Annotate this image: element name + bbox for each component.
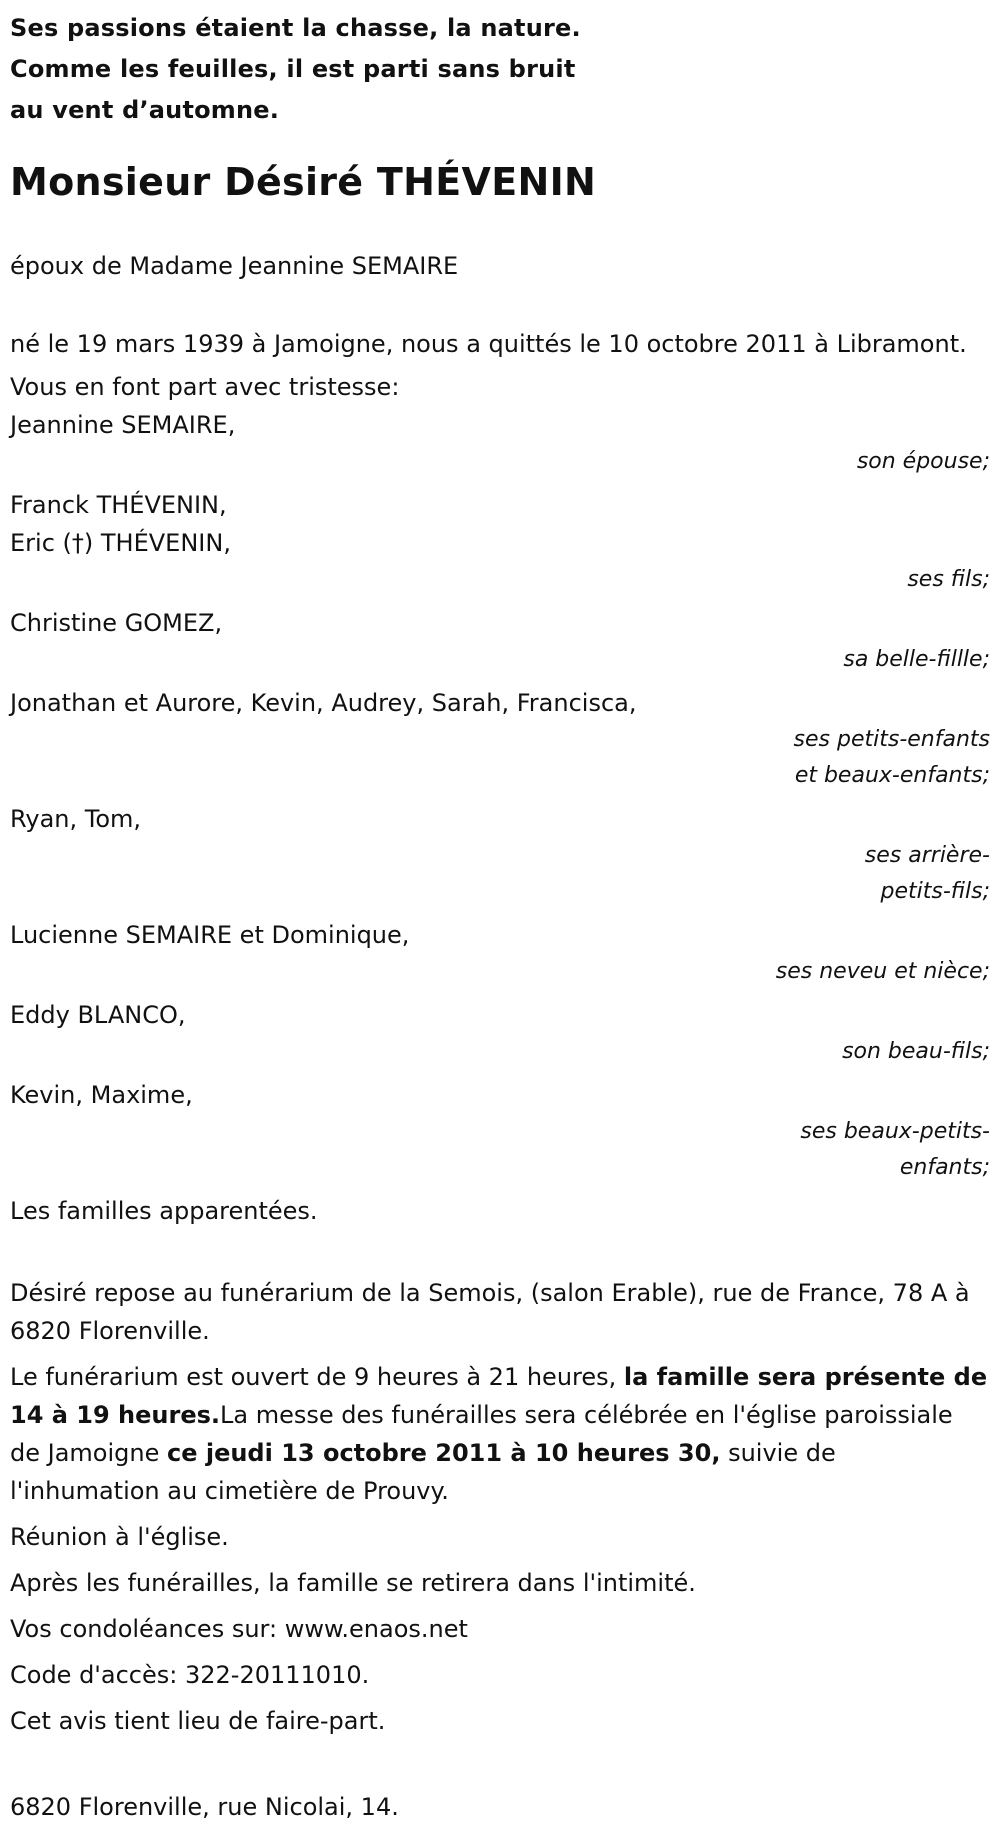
- epigraph-line: Comme les feuilles, il est parti sans bruit: [10, 55, 576, 83]
- family-list: [10, 406, 990, 1186]
- family-group: [10, 684, 990, 794]
- family-member-name: Lucienne SEMAIRE et Dominique,: [10, 921, 410, 949]
- family-relation: son épouse;: [856, 449, 990, 474]
- family-member-name: Jeannine SEMAIRE,: [10, 411, 236, 439]
- family-presence-hours: la famille sera présente de 14 à 19 heures.: [10, 1363, 988, 1429]
- family-member-name: Eric (†) THÉVENIN,: [10, 529, 231, 557]
- family-relation: ses neveu et nièce;: [775, 959, 990, 984]
- family-relation: ses petits-enfants: [793, 727, 990, 752]
- condolences-line: [10, 1610, 990, 1648]
- access-code-line: Code d'accès: 322-20111010.: [10, 1661, 370, 1689]
- family-relation: ses beaux-petits-: [800, 1119, 990, 1144]
- after-funeral-line: Après les funérailles, la famille se retirera dans l'intimité.: [10, 1569, 696, 1597]
- mass-location: La messe des funérailles sera célébrée en l'église paroissiale de Jamoigne: [10, 1401, 953, 1467]
- notice-line: Cet avis tient lieu de faire-part.: [10, 1707, 386, 1735]
- epigraph-line: Ses passions étaient la chasse, la nature.: [10, 14, 581, 42]
- visiting-hours: Le funérarium est ouvert de 9 heures à 21 heures,: [10, 1363, 624, 1391]
- epigraph: [10, 0, 990, 131]
- funeral-home-location: Désiré repose au funérarium de la Semois, (salon Erable), rue de France, 78 A à 6820 Florenville.: [10, 1279, 970, 1345]
- family-relation: sa belle-fillle;: [843, 647, 990, 672]
- family-relation: ses arrière-: [864, 843, 990, 868]
- family-group: [10, 406, 990, 480]
- family-group: [10, 604, 990, 678]
- spouse-line: époux de Madame Jeannine SEMAIRE: [10, 252, 459, 280]
- meeting-line: Réunion à l'église.: [10, 1523, 229, 1551]
- condolences-link[interactable]: www.enaos.net: [284, 1615, 468, 1643]
- burial-info: suivie de l'inhumation au cimetière de Prouvy.: [10, 1439, 836, 1505]
- family-member-name: Ryan, Tom,: [10, 805, 142, 833]
- family-address: 6820 Florenville, rue Nicolai, 14.: [10, 1793, 399, 1821]
- birth-death-line: né le 19 mars 1939 à Jamoigne, nous a quittés le 10 octobre 2011 à Libramont.: [10, 330, 967, 358]
- family-group: [10, 996, 990, 1070]
- family-group: [10, 1076, 990, 1186]
- family-member-name: Franck THÉVENIN,: [10, 491, 227, 519]
- family-relation: ses fils;: [907, 567, 990, 592]
- funeral-schedule: [10, 1358, 990, 1510]
- family-member-name: Jonathan et Aurore, Kevin, Audrey, Sarah, Francisca,: [10, 689, 637, 717]
- announcement: Vous en font part avec tristesse:: [10, 373, 400, 401]
- family-relation: son beau-fils;: [842, 1039, 990, 1064]
- family-relation: et beaux-enfants;: [794, 763, 990, 788]
- relatives-line: Les familles apparentées.: [10, 1197, 318, 1225]
- family-group: [10, 486, 990, 598]
- family-member-name: Christine GOMEZ,: [10, 609, 223, 637]
- family-relation: petits-fils;: [880, 879, 990, 904]
- family-group: [10, 800, 990, 910]
- condolences-label: Vos condoléances sur:: [10, 1615, 285, 1643]
- deceased-name-title: Monsieur Désiré THÉVENIN: [10, 160, 597, 204]
- family-relation: enfants;: [899, 1155, 990, 1180]
- family-member-name: Kevin, Maxime,: [10, 1081, 193, 1109]
- epigraph-line: au vent d’automne.: [10, 96, 280, 124]
- mass-datetime: ce jeudi 13 octobre 2011 à 10 heures 30,: [166, 1439, 721, 1467]
- family-member-name: Eddy BLANCO,: [10, 1001, 186, 1029]
- family-group: [10, 916, 990, 990]
